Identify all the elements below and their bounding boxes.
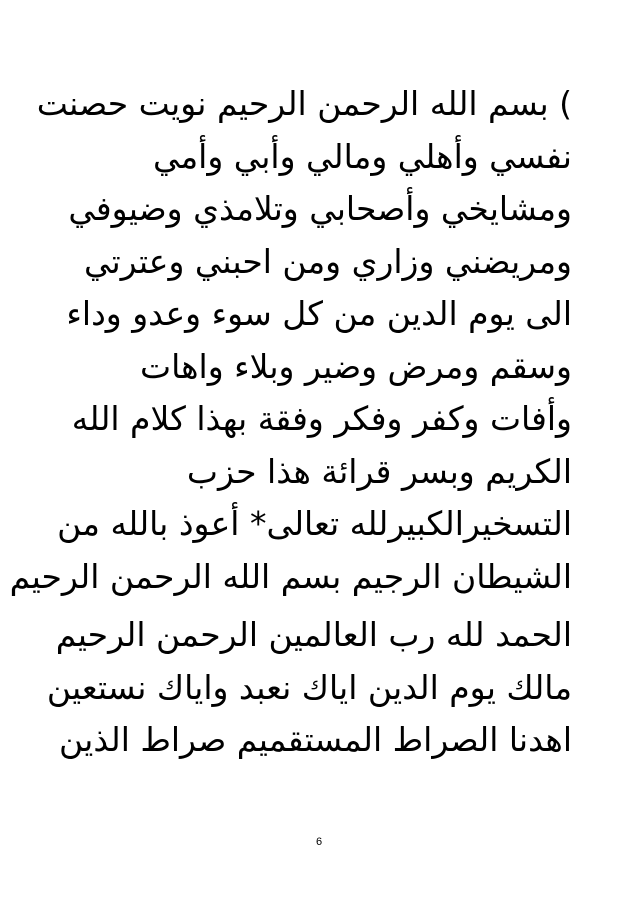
text-line-8: الكريم وبسر قرائة هذا حزب: [186, 451, 572, 491]
text-line-4: ومريضني وزاري ومن احبني وعترتي: [83, 241, 572, 281]
text-line-10: الشيطان الرجيم بسم الله الرحمن الرحيم: [9, 556, 572, 596]
text-line-1: ) بسم الله الرحمن الرحيم نويت حصنت: [36, 84, 572, 123]
arabic-text-block: [9, 78, 572, 767]
text-line-13: اهدنا الصراط المستقميم صراط الذين: [59, 720, 572, 759]
text-line-2: نفسي وأهلي ومالي وأبي وأمي: [152, 136, 572, 176]
text-line-5: الى يوم الدين من كل سوء وعدو وداء: [66, 294, 572, 333]
text-line-11: الحمد لله رب العالمين الرحمن الرحيم: [55, 615, 572, 654]
text-line-7: وأفات وكفر وفكر وفقة بهذا كلام الله: [71, 399, 572, 438]
text-line-9: التسخيرالكبيرلله تعالى* أعوذ بالله من: [57, 504, 572, 543]
text-line-3: ومشايخي وأصحابي وتلامذي وضيوفي: [68, 189, 572, 228]
text-line-12: مالك يوم الدين اياك نعبد واياك نستعين: [46, 667, 572, 707]
page-number: 6: [315, 836, 323, 848]
text-line-6: وسقم ومرض وضير وبلاء واهات: [140, 346, 572, 386]
